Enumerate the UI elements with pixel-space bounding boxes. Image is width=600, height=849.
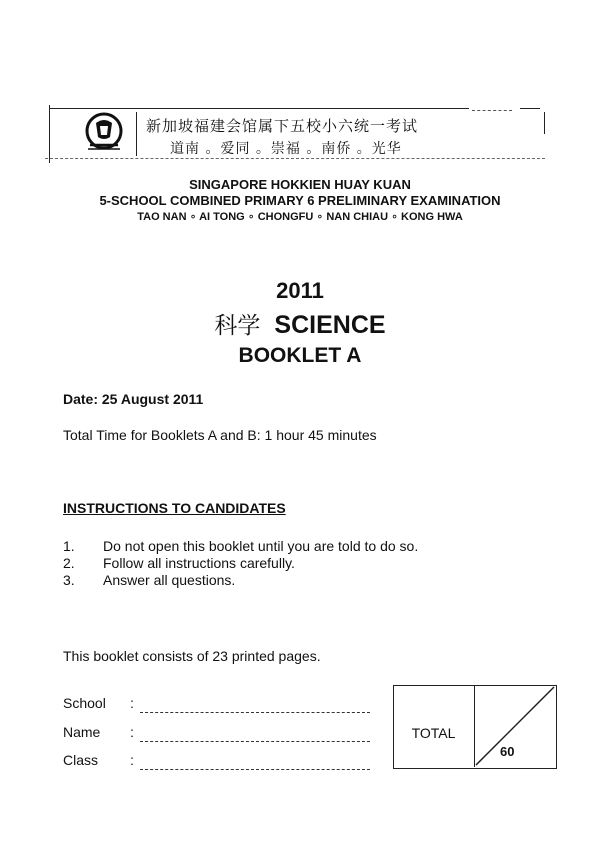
exam-name: 5-SCHOOL COMBINED PRIMARY 6 PRELIMINARY EXAMINATION [99, 193, 501, 208]
score-diagonal [474, 685, 556, 767]
list-item [63, 572, 418, 589]
instructions-heading: INSTRUCTIONS TO CANDIDATES [63, 500, 286, 516]
header-top-border-right [520, 108, 540, 109]
name-colon: : [130, 724, 134, 740]
list-item-text: Do not open this booklet until you are told to do so. [103, 538, 419, 554]
name-field[interactable] [140, 741, 370, 742]
list-item [63, 538, 418, 555]
logo-divider [136, 112, 137, 156]
total-max-score: 60 [500, 744, 515, 759]
school-colon: : [130, 695, 134, 711]
subject-english: SCIENCE [274, 311, 386, 339]
school-list: TAO NAN ∘ AI TONG ∘ CHONGFU ∘ NAN CHIAU ∘ KONG HWA [137, 211, 463, 223]
header-top-border [49, 108, 469, 109]
list-item [63, 555, 418, 572]
school-field[interactable] [140, 712, 370, 713]
exam-year: 2011 [276, 278, 324, 303]
total-label: TOTAL [411, 725, 456, 741]
exam-date: Date: 25 August 2011 [63, 391, 204, 407]
booklet-title: BOOKLET A [238, 344, 362, 367]
class-colon: : [130, 752, 134, 768]
name-label: Name [63, 724, 101, 740]
header-bottom-border [45, 158, 545, 159]
total-time: Total Time for Booklets A and B: 1 hour 45 minutes [63, 427, 377, 443]
header-right-border [544, 112, 545, 134]
list-item-text: Follow all instructions carefully. [103, 555, 295, 571]
class-label: Class [63, 752, 99, 768]
list-item-number: 2. [63, 555, 75, 571]
list-item-number: 3. [63, 572, 75, 588]
school-crest-icon [82, 111, 126, 153]
class-field[interactable] [140, 769, 370, 770]
org-name: SINGAPORE HOKKIEN HUAY KUAN [189, 177, 411, 192]
subject-title [0, 307, 600, 340]
school-label: School [63, 695, 106, 711]
list-item-text: Answer all questions. [103, 572, 236, 588]
instructions-list [63, 538, 418, 589]
header-chinese-title: 新加坡福建会馆属下五校小六统一考试 [146, 117, 419, 135]
header-top-dash [472, 110, 512, 111]
list-item-number: 1. [63, 538, 75, 554]
page-count-note: This booklet consists of 23 printed pages. [63, 648, 321, 664]
header-chinese-schools: 道南 。爱同 。崇福 。南侨 。光华 [170, 141, 402, 157]
subject-chinese: 科学 [214, 313, 261, 339]
